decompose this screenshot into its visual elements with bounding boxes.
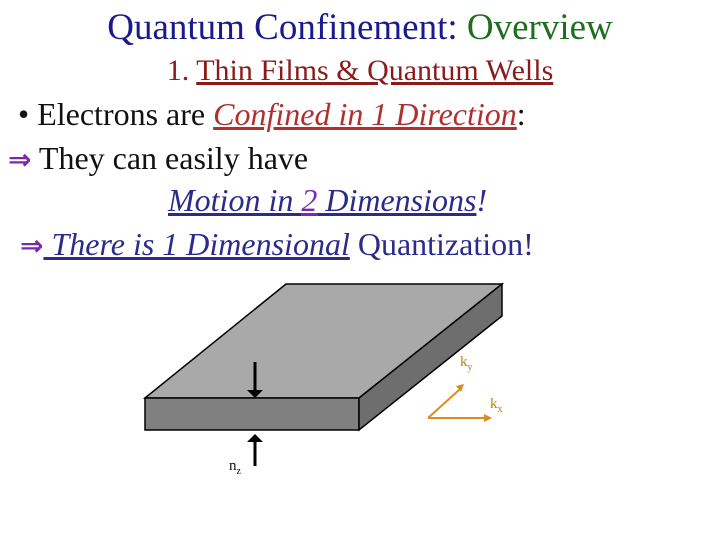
nz-label [229, 458, 241, 477]
dimensions-end: ! [476, 182, 488, 218]
subtitle-prefix: 1. [166, 54, 197, 87]
kx-letter: k [490, 396, 498, 412]
motion-text: They can easily have [31, 140, 309, 176]
subtitle-text: Thin Films & Quantum Wells [196, 54, 554, 87]
nz-subscript: z [236, 466, 241, 477]
kx-subscript: x [497, 404, 503, 415]
confined-highlight: Confined in 1 Direction [213, 96, 517, 132]
nz-letter: n [229, 458, 237, 474]
quantization-rest: Quantization! [349, 226, 534, 262]
bullet-post: : [516, 96, 526, 132]
bullet-dot: • [18, 96, 30, 132]
kx-label [490, 396, 503, 415]
kx-arrowhead [484, 414, 492, 422]
bottom-confinement-arrowhead [247, 434, 263, 442]
ky-letter: k [460, 354, 468, 370]
title-accent: Overview [466, 7, 613, 48]
dimensions-post: Dimensions [317, 182, 477, 218]
quantization-underlined: There is 1 Dimensional [43, 226, 350, 262]
implies-arrow-icon: ⇒ [20, 229, 44, 262]
ky-axis-line [428, 390, 459, 418]
dimensions-number: 2 [301, 182, 318, 218]
ky-label [460, 354, 473, 373]
title-main: Quantum Confinement: [107, 7, 467, 48]
film-front-face [145, 398, 359, 430]
implies-arrow-icon: ⇒ [8, 143, 32, 176]
ky-subscript: y [467, 362, 473, 373]
dimensions-pre: Motion in [168, 182, 302, 218]
bullet-pre: Electrons are [29, 96, 214, 132]
